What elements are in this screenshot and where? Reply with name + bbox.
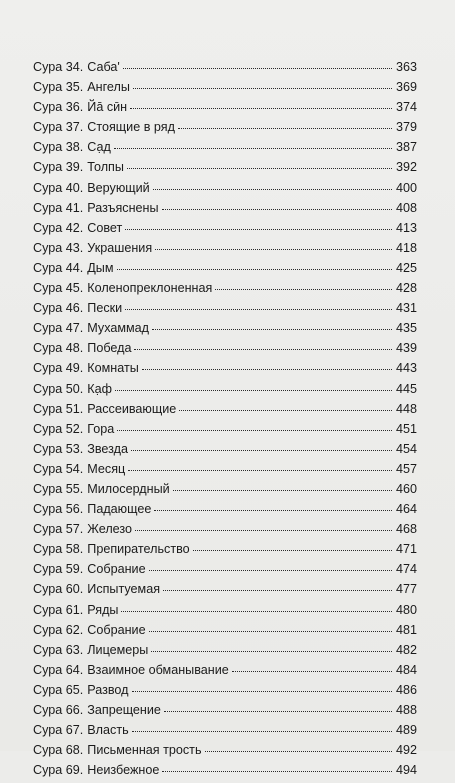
page-number: 480 <box>395 602 417 617</box>
sura-title: Месяц <box>87 461 126 476</box>
sura-title: Пески <box>87 301 123 316</box>
toc-entry <box>33 603 417 623</box>
page-number: 435 <box>395 321 417 336</box>
sura-number: Сура 35. <box>33 80 84 95</box>
dot-leader <box>154 510 392 511</box>
dot-leader <box>117 430 392 431</box>
sura-title: Победа <box>87 341 132 356</box>
page-number: 369 <box>395 80 417 95</box>
toc-entry <box>33 261 417 281</box>
page-number: 418 <box>395 240 417 255</box>
sura-title: Са̣д <box>87 140 111 155</box>
page-number: 439 <box>395 341 417 356</box>
sura-number: Сура 50. <box>33 381 84 396</box>
dot-leader <box>193 550 392 551</box>
sura-title: Ряды <box>87 602 119 617</box>
toc-entry <box>33 321 417 341</box>
page-number: 481 <box>395 622 417 637</box>
toc-entry <box>33 582 417 602</box>
sura-number: Сура 51. <box>33 401 84 416</box>
sura-number: Сура 37. <box>33 120 84 135</box>
page-number: 488 <box>395 703 417 717</box>
page-number: 468 <box>395 522 417 537</box>
dot-leader <box>128 470 392 471</box>
toc-entry <box>33 542 417 562</box>
sura-number: Сура 68. <box>33 743 84 758</box>
page-number: 451 <box>395 421 417 436</box>
sura-number: Сура 67. <box>33 723 84 738</box>
toc-entry <box>33 502 417 522</box>
page-number: 464 <box>395 502 417 517</box>
page-number: 484 <box>395 662 417 677</box>
dot-leader <box>117 269 392 270</box>
sura-number: Сура 42. <box>33 220 84 235</box>
table-of-contents <box>33 60 417 783</box>
sura-title: Мухаммад <box>87 321 150 336</box>
toc-entry <box>33 281 417 301</box>
dot-leader <box>151 651 392 652</box>
page-number: 454 <box>395 441 417 456</box>
page-number: 443 <box>395 361 417 376</box>
sura-number: Сура 55. <box>33 481 84 496</box>
page-number: 374 <box>395 100 417 115</box>
page-number: 400 <box>395 180 417 195</box>
sura-title: Коленопреклоненная <box>87 281 213 296</box>
sura-number: Сура 38. <box>33 140 84 155</box>
dot-leader <box>132 731 392 732</box>
toc-entry <box>33 241 417 261</box>
sura-number: Сура 47. <box>33 321 84 336</box>
sura-number: Сура 64. <box>33 662 84 677</box>
sura-number: Сура 66. <box>33 703 84 717</box>
page-number: 482 <box>395 642 417 657</box>
toc-entry <box>33 100 417 120</box>
page-number: 471 <box>395 542 417 557</box>
toc-entry <box>33 382 417 402</box>
sura-title: Письменная трость <box>87 743 202 758</box>
sura-title: Падающее <box>87 502 152 517</box>
sura-number: Сура 49. <box>33 361 84 376</box>
page-number: 492 <box>395 743 417 758</box>
toc-entry <box>33 221 417 241</box>
page-number: 474 <box>395 562 417 577</box>
sura-title: Власть <box>87 723 129 738</box>
page-number: 477 <box>395 582 417 597</box>
sura-title: Верующий <box>87 180 150 195</box>
sura-title: Собрание <box>87 562 146 577</box>
toc-entry <box>33 80 417 100</box>
toc-entry <box>33 683 417 703</box>
dot-leader <box>121 611 392 612</box>
toc-entry <box>33 201 417 221</box>
page-number: 425 <box>395 260 417 275</box>
sura-title: Собрание <box>87 622 146 637</box>
toc-entry <box>33 422 417 442</box>
dot-leader <box>232 671 392 672</box>
dot-leader <box>179 410 392 411</box>
sura-title: Комнаты <box>87 361 139 376</box>
toc-entry <box>33 743 417 763</box>
sura-title: Гора <box>87 421 115 436</box>
dot-leader <box>125 309 392 310</box>
toc-entry <box>33 341 417 361</box>
sura-number: Сура 44. <box>33 260 84 275</box>
sura-title: Развод <box>87 682 129 697</box>
dot-leader <box>155 249 392 250</box>
dot-leader <box>125 229 392 230</box>
dot-leader <box>152 329 392 330</box>
toc-entry <box>33 703 417 723</box>
page-number: 392 <box>395 160 417 175</box>
toc-entry <box>33 181 417 201</box>
page-number: 387 <box>395 140 417 155</box>
page-number: 448 <box>395 401 417 416</box>
sura-title: Взаимное обманывание <box>87 662 229 677</box>
sura-number: Сура 63. <box>33 642 84 657</box>
page-number: 486 <box>395 682 417 697</box>
dot-leader <box>205 751 392 752</box>
dot-leader <box>114 148 392 149</box>
toc-entry <box>33 643 417 663</box>
page-number: 460 <box>395 481 417 496</box>
sura-number: Сура 52. <box>33 421 84 436</box>
sura-number: Сура 56. <box>33 502 84 517</box>
dot-leader <box>215 289 392 290</box>
sura-title: Ка̣ф <box>87 381 112 396</box>
page-number: 363 <box>395 60 417 74</box>
sura-number: Сура 41. <box>33 200 84 215</box>
dot-leader <box>153 189 392 190</box>
sura-number: Сура 45. <box>33 281 84 296</box>
toc-entry <box>33 482 417 502</box>
sura-number: Сура 40. <box>33 180 84 195</box>
dot-leader <box>178 128 392 129</box>
toc-entry <box>33 140 417 160</box>
toc-entry <box>33 522 417 542</box>
dot-leader <box>142 369 392 370</box>
sura-number: Сура 54. <box>33 461 84 476</box>
sura-number: Сура 58. <box>33 542 84 557</box>
sura-title: Стоящие в ряд <box>87 120 175 135</box>
page-number: 408 <box>395 200 417 215</box>
sura-title: Звезда <box>87 441 128 456</box>
toc-entry <box>33 301 417 321</box>
sura-title: Запрещение <box>87 703 161 717</box>
dot-leader <box>134 349 392 350</box>
toc-entry <box>33 402 417 422</box>
dot-leader <box>149 570 392 571</box>
sura-number: Сура 69. <box>33 763 84 778</box>
sura-number: Сура 43. <box>33 240 84 255</box>
sura-number: Сура 39. <box>33 160 84 175</box>
sura-number: Сура 53. <box>33 441 84 456</box>
sura-title: Толпы <box>87 160 124 175</box>
sura-number: Сура 62. <box>33 622 84 637</box>
page-number: 489 <box>395 723 417 738</box>
page-number: 431 <box>395 301 417 316</box>
toc-entry <box>33 623 417 643</box>
toc-entry <box>33 120 417 140</box>
sura-number: Сура 34. <box>33 60 84 74</box>
dot-leader <box>164 711 392 712</box>
page-number: 428 <box>395 281 417 296</box>
sura-number: Сура 59. <box>33 562 84 577</box>
sura-number: Сура 48. <box>33 341 84 356</box>
toc-entry <box>33 60 417 80</box>
page-number: 457 <box>395 461 417 476</box>
sura-title: Железо <box>87 522 133 537</box>
dot-leader <box>163 590 392 591</box>
dot-leader <box>133 88 392 89</box>
toc-entry <box>33 160 417 180</box>
sura-title: Испытуемая <box>87 582 161 597</box>
toc-entry <box>33 723 417 743</box>
dot-leader <box>162 771 392 772</box>
sura-number: Сура 36. <box>33 100 84 115</box>
page-number: 445 <box>395 381 417 396</box>
page-number: 413 <box>395 220 417 235</box>
dot-leader <box>123 68 392 69</box>
sura-number: Сура 61. <box>33 602 84 617</box>
toc-entry <box>33 763 417 783</box>
page-number: 379 <box>395 120 417 135</box>
toc-entry <box>33 361 417 381</box>
dot-leader <box>130 108 392 109</box>
sura-title: Лицемеры <box>87 642 149 657</box>
dot-leader <box>127 168 392 169</box>
dot-leader <box>131 450 392 451</box>
sura-title: Совет <box>87 220 123 235</box>
toc-entry <box>33 442 417 462</box>
toc-entry <box>33 663 417 683</box>
dot-leader <box>173 490 392 491</box>
sura-number: Сура 57. <box>33 522 84 537</box>
dot-leader <box>132 691 392 692</box>
dot-leader <box>115 390 392 391</box>
sura-number: Сура 60. <box>33 582 84 597</box>
dot-leader <box>162 209 392 210</box>
sura-title: Препирательство <box>87 542 190 557</box>
sura-title: Украшения <box>87 240 153 255</box>
dot-leader <box>135 530 392 531</box>
sura-title: Саба' <box>87 60 120 74</box>
page-number: 494 <box>395 763 417 778</box>
toc-entry <box>33 462 417 482</box>
sura-title: Разъяснены <box>87 200 159 215</box>
sura-title: Милосердный <box>87 481 170 496</box>
toc-entry <box>33 562 417 582</box>
dot-leader <box>149 631 392 632</box>
sura-title: Йа̄ сӣн <box>87 100 128 115</box>
sura-title: Неизбежное <box>87 763 160 778</box>
sura-number: Сура 65. <box>33 682 84 697</box>
sura-number: Сура 46. <box>33 301 84 316</box>
sura-title: Дым <box>87 260 114 275</box>
sura-title: Рассеивающие <box>87 401 177 416</box>
sura-title: Ангелы <box>87 80 130 95</box>
